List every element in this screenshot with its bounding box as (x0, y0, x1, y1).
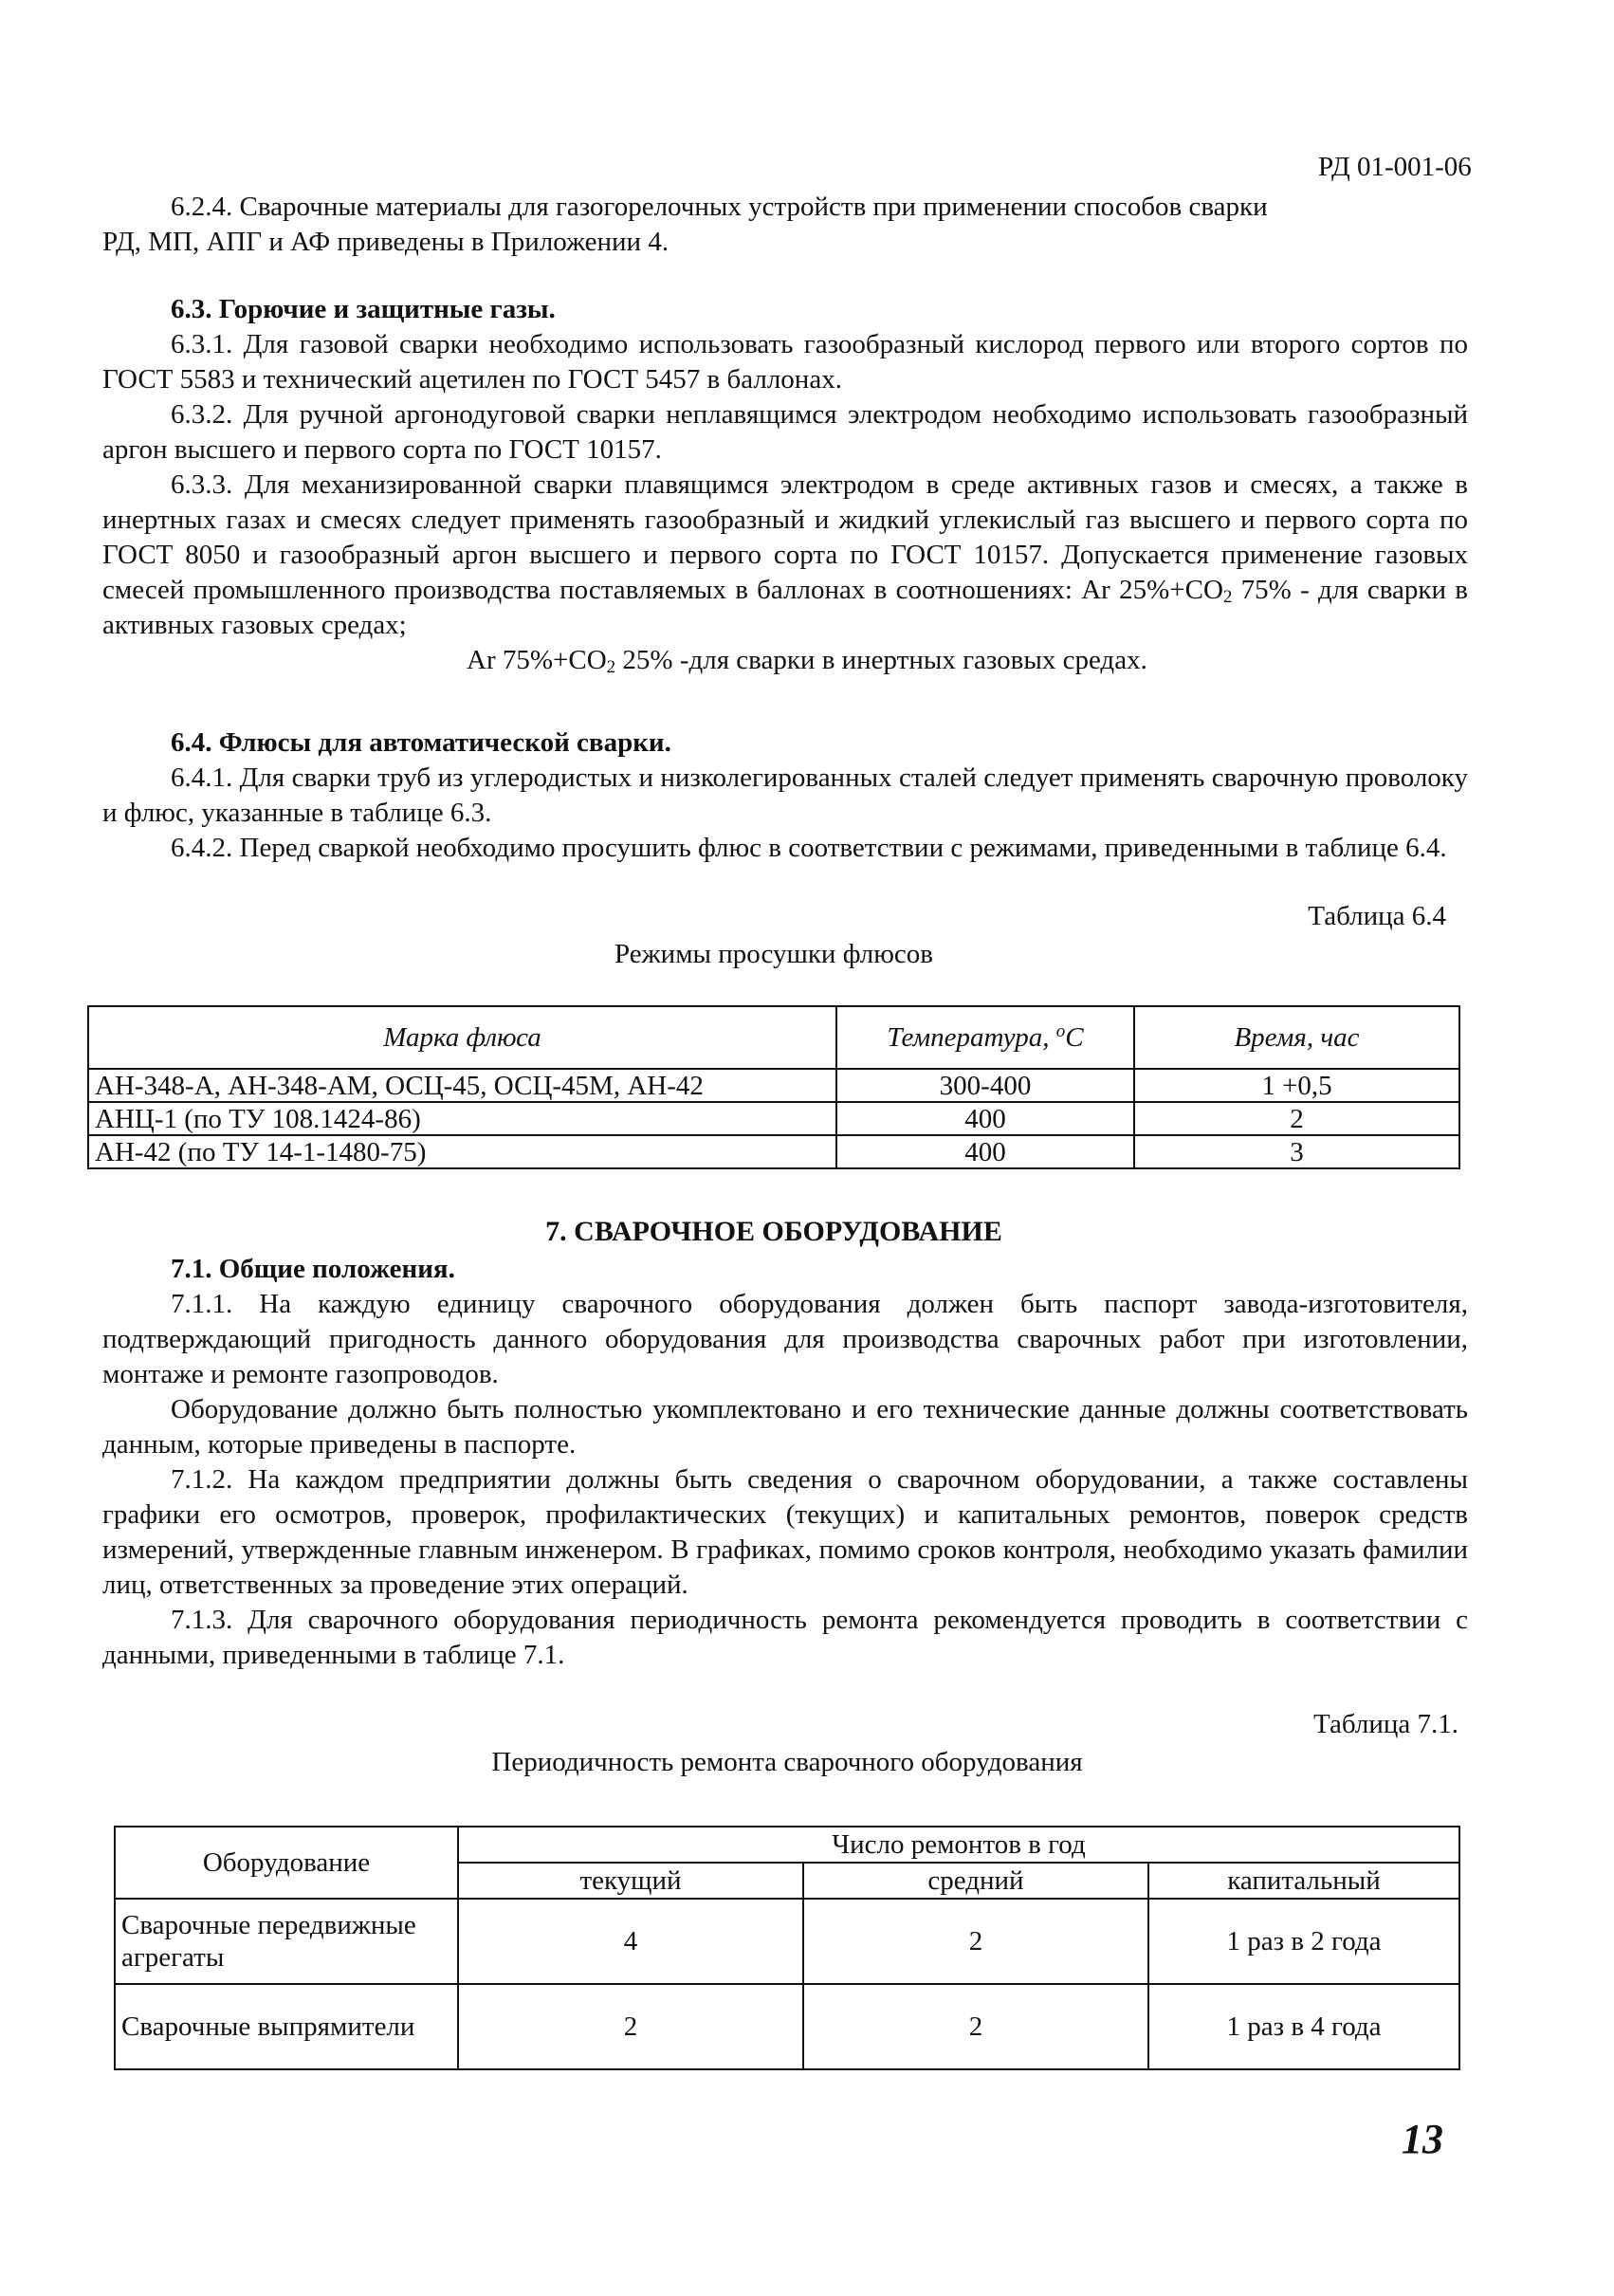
cell-capital: 1 раз в 2 года (1148, 1899, 1459, 1984)
paragraph-6-4-1: 6.4.1. Для сварки труб из углеродистых и низколегированных сталей следует применять сварочную проволоку и флюс, указанные в таблице 6.3. (102, 762, 1468, 828)
header-time: Время, час (1134, 1006, 1459, 1069)
cell-capital: 1 раз в 4 года (1148, 1984, 1459, 2069)
cell-equipment: Сварочные выпрямители (115, 1984, 458, 2069)
table-7-1 (114, 1826, 1460, 2070)
table-6-4-title: Режимы просушки флюсов (614, 939, 933, 969)
table-row (88, 1069, 1459, 1102)
page-number: 13 (1402, 2116, 1443, 2162)
paragraph-6-2-4-line2: РД, МП, АПГ и АФ приведены в Приложении 4. (102, 227, 669, 257)
paragraph-6-3-3 (102, 468, 1468, 643)
paragraph-6-2-4-line1: 6.2.4. Сварочные материалы для газогорелочных устройств при применении способов сварки (171, 192, 1268, 222)
paragraph-6-3-3-text: 6.3.3. Для механизированной сварки плавящимся электродом в среде активных газов и смесях, а также в инертных газах и смесях следует применять газообразный и жидкий углекислый газ высшего и первого сорта по ГОСТ 8050 и газообразный аргон высшего и первого сорта по ГОСТ 10157. Допускается применение газовых смесей промышленного производства поставляемых в баллонах в соотношениях: (102, 469, 1468, 605)
header-capital: капитальный (1148, 1863, 1459, 1899)
cell-flux: АН-348-А, АН-348-АМ, ОСЦ-45, ОСЦ-45М, АН-42 (88, 1069, 836, 1102)
cell-temperature: 400 (836, 1135, 1134, 1168)
header-current: текущий (458, 1863, 803, 1899)
document-code: РД 01-001-06 (1318, 152, 1472, 182)
header-temperature-degree: o (1055, 1020, 1066, 1041)
header-temperature-unit: C (1065, 1021, 1084, 1053)
cell-flux: АН-42 (по ТУ 14-1-1480-75) (88, 1135, 836, 1168)
paragraph-7-1-1: 7.1.1. На каждую единицу сварочного оборудования должен быть паспорт завода-изготовителя, подтверждающий пригодность данного оборудования для производства сварочных работ при изготовлении, монтаже и ремонте газопроводов. (102, 1289, 1468, 1389)
section-6-3 (102, 292, 1468, 678)
cell-equipment: Сварочные передвижные агрегаты (115, 1899, 458, 1984)
cell-time: 3 (1134, 1135, 1459, 1168)
gas-mix-1-sub: 2 (1222, 587, 1233, 607)
cell-current: 4 (458, 1899, 803, 1984)
paragraph-7-1-3: 7.1.3. Для сварочного оборудования периодичность ремонта рекомендуется проводить в соответствии с данными, приведенными в таблице 7.1. (102, 1605, 1468, 1670)
table-row (115, 1984, 1459, 2069)
cell-temperature: 300-400 (836, 1069, 1134, 1102)
heading-7-1: 7.1. Общие положения. (171, 1254, 455, 1284)
cell-flux: АНЦ-1 (по ТУ 108.1424-86) (88, 1102, 836, 1135)
header-temperature (836, 1006, 1134, 1069)
header-repairs-per-year: Число ремонтов в год (458, 1827, 1459, 1863)
cell-temperature: 400 (836, 1102, 1134, 1135)
heading-section-7: 7. СВАРОЧНОЕ ОБОРУДОВАНИЕ (545, 1216, 1002, 1247)
table-row (88, 1102, 1459, 1135)
heading-6-3: 6.3. Горючие и защитные газы. (171, 294, 556, 324)
gas-mix-1-a: Ar 25%+CO (1081, 575, 1223, 605)
section-6-2-4 (102, 190, 1468, 260)
cell-current: 2 (458, 1984, 803, 2069)
gas-mix-2-sub: 2 (606, 657, 616, 677)
table-7-1-label: Таблица 7.1. (1312, 1709, 1458, 1739)
gas-mix-1-b: 75% - для сварки в активных газовых средах; (102, 575, 1468, 640)
cell-medium: 2 (803, 1984, 1148, 2069)
cell-time: 1 +0,5 (1134, 1069, 1459, 1102)
section-7-1 (102, 1252, 1468, 1673)
section-6-4 (102, 726, 1468, 866)
header-temperature-label: Температура, (887, 1021, 1056, 1053)
cell-medium: 2 (803, 1899, 1148, 1984)
table-row (115, 1899, 1459, 1984)
table-header-row (115, 1827, 1459, 1863)
gas-mix-2-a: Ar 75%+CO (467, 645, 607, 675)
table-6-4-label: Таблица 6.4 (1308, 901, 1446, 931)
table-header-row (88, 1006, 1459, 1069)
gas-mix-2 (102, 643, 1468, 678)
paragraph-7-1-2: 7.1.2. На каждом предприятии должны быть сведения о сварочном оборудовании, а также составлены графики его осмотров, проверок, профилактических (текущих) и капитальных ремонтов, поверок средств измерений, утвержденные главным инженером. В графиках, помимо сроков контроля, необходимо указать фамилии лиц, ответственных за проведение этих операций. (102, 1464, 1468, 1600)
header-medium: средний (803, 1863, 1148, 1899)
paragraph-7-1-1b: Оборудование должно быть полностью укомплектовано и его технические данные должны соответствовать данным, которые приведены в паспорте. (102, 1394, 1468, 1460)
cell-time: 2 (1134, 1102, 1459, 1135)
table-row (88, 1135, 1459, 1168)
header-equipment: Оборудование (115, 1827, 458, 1899)
gas-mix-2-b: 25% -для сварки в инертных газовых средах. (615, 645, 1147, 675)
header-flux-brand: Марка флюса (88, 1006, 836, 1069)
heading-6-4: 6.4. Флюсы для автоматической сварки. (171, 727, 671, 758)
paragraph-6-4-2: 6.4.2. Перед сваркой необходимо просушить флюс в соответствии с режимами, приведенными в таблице 6.4. (171, 833, 1447, 863)
table-7-1-title: Периодичность ремонта сварочного оборудования (491, 1747, 1083, 1777)
paragraph-6-3-2: 6.3.2. Для ручной аргонодуговой сварки неплавящимся электродом необходимо использовать газообразный аргон высшего и первого сорта по ГОСТ 10157. (102, 399, 1468, 465)
table-6-4 (87, 1005, 1460, 1169)
paragraph-6-3-1: 6.3.1. Для газовой сварки необходимо использовать газообразный кислород первого или второго сортов по ГОСТ 5583 и технический ацетилен по ГОСТ 5457 в баллонах. (102, 329, 1468, 395)
